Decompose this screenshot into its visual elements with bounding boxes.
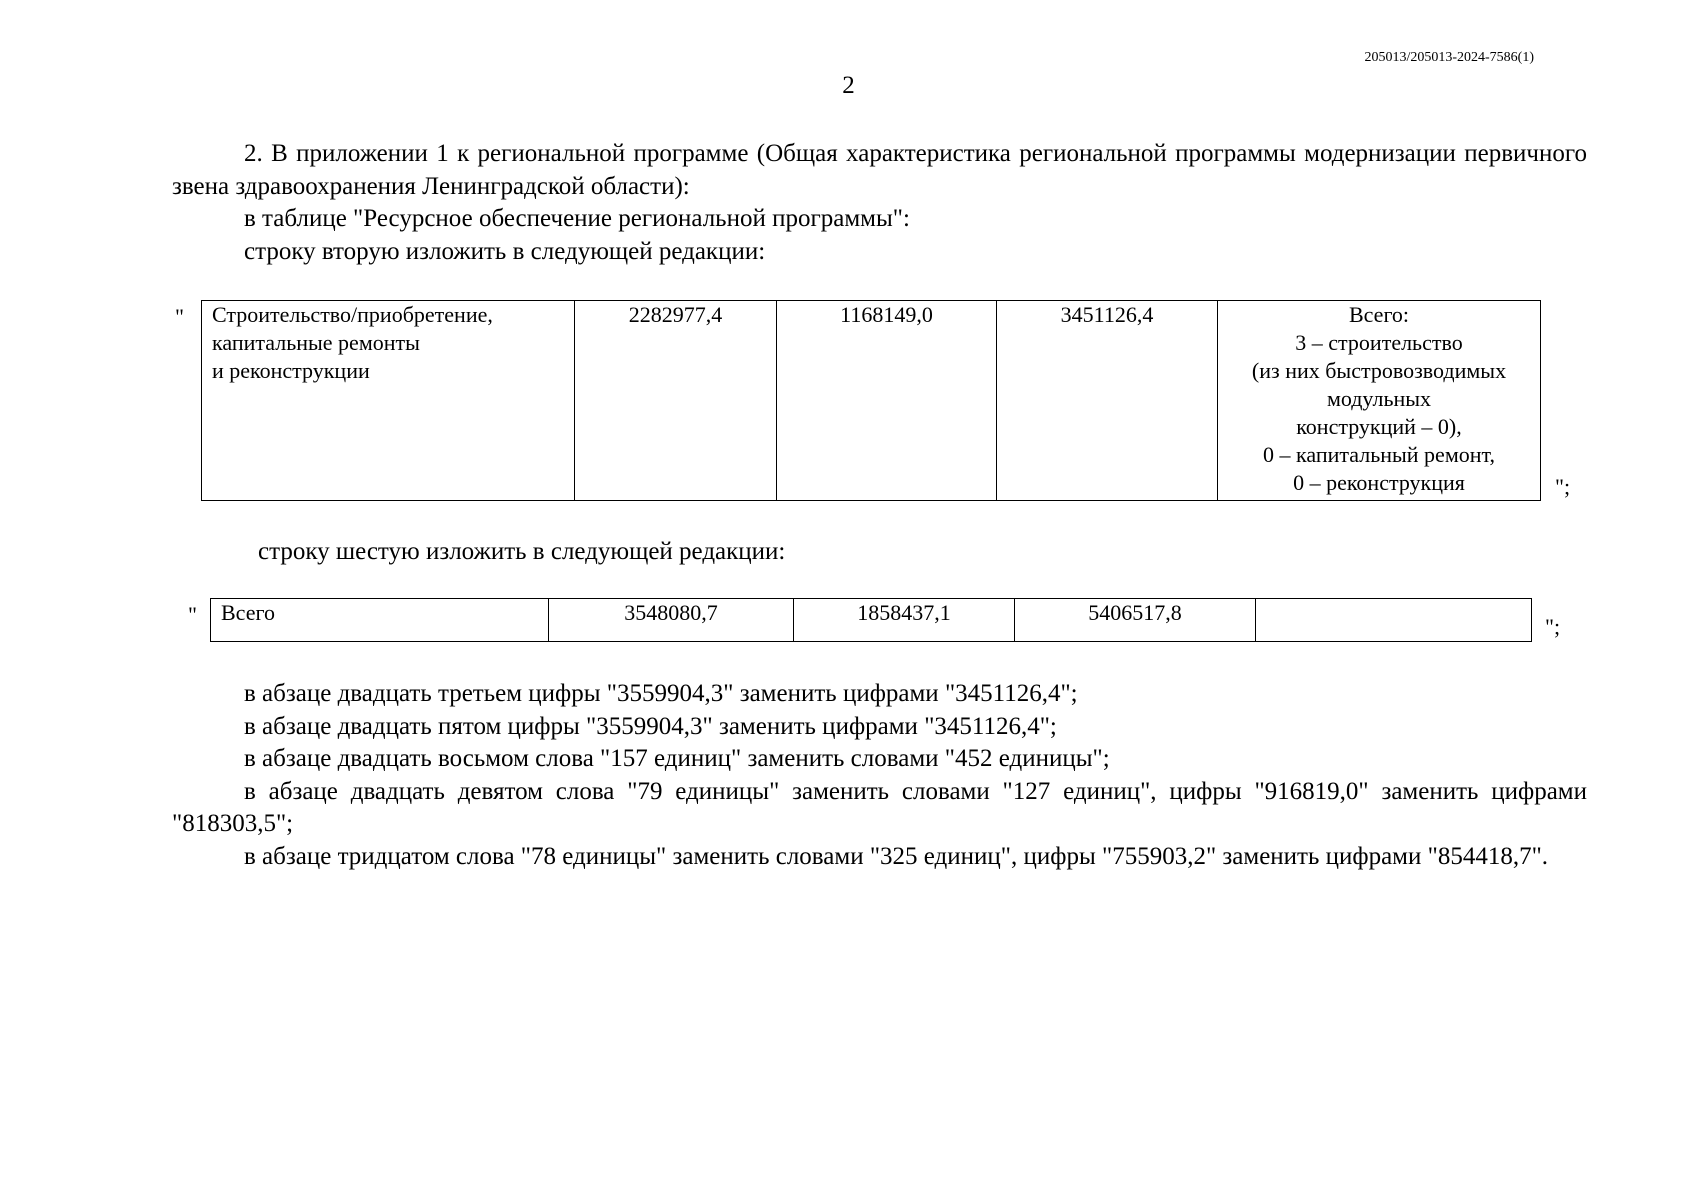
table1-note-line: (из них быстровозводимых [1251, 358, 1507, 383]
closing-paragraph-3: в абзаце двадцать восьмом слова "157 единиц" заменить словами "452 единицы"; [244, 745, 1110, 772]
closing-paragraph-2: в абзаце двадцать пятом цифры "3559904,3" заменить цифрами "3451126,4"; [244, 712, 1057, 740]
table1-note-line: конструкций – 0), [1296, 414, 1462, 439]
table1-value-1: 2282977,4 [575, 301, 777, 501]
table1-note-line: 0 – реконструкция [1293, 470, 1465, 495]
table1-value-3: 3451126,4 [997, 301, 1218, 501]
table2-open-quote: " [188, 602, 197, 627]
table1-close-quote: "; [1555, 474, 1571, 499]
table2-label-cell: Всего [211, 599, 549, 642]
table1-value-2: 1168149,0 [777, 301, 997, 501]
middle-section [258, 536, 1458, 569]
table1-label-cell [202, 301, 575, 501]
table1-label-line: капитальные ремонты [212, 330, 420, 355]
table1-note-cell [1218, 301, 1541, 501]
intro-paragraph-2: в таблице "Ресурсное обеспечение региональной программы": [244, 205, 910, 232]
table2-value-1: 3548080,7 [549, 599, 794, 642]
table1 [201, 300, 1541, 501]
table1-note-line: Всего: [1348, 302, 1410, 327]
page-number: 2 [842, 72, 855, 99]
table1-open-quote: " [175, 304, 184, 329]
closing-paragraph-1: в абзаце двадцать третьем цифры "3559904,3" заменить цифрами "3451126,4"; [244, 680, 1078, 707]
intro-paragraph-1: 2. В приложении 1 к региональной программе (Общая характеристика региональной программы модернизации первичного звена здравоохранения Ленинградской области): [172, 140, 1587, 200]
table1-note-line: 0 – капитальный ремонт, [1263, 442, 1495, 467]
table2-value-2: 1858437,1 [794, 599, 1015, 642]
table-row [202, 301, 1541, 501]
intro-paragraph-3: строку вторую изложить в следующей редакции: [244, 237, 766, 265]
intro-section [172, 138, 1587, 268]
table1-note-line: модульных [1326, 386, 1432, 411]
table2 [210, 598, 1532, 642]
table1-label-line: Строительство/приобретение, [212, 302, 493, 327]
table2-close-quote: "; [1545, 614, 1561, 639]
table2-value-3: 5406517,8 [1015, 599, 1256, 642]
table-row [211, 599, 1532, 642]
closing-section [172, 678, 1587, 873]
document-id: 205013/205013-2024-7586(1) [1364, 50, 1534, 65]
table1-note-line: 3 – строительство [1295, 330, 1463, 355]
closing-paragraph-4: в абзаце двадцать девятом слова "79 единицы" заменить словами "127 единиц", цифры "916819,0" заменить цифрами "818303,5"; [172, 777, 1587, 837]
closing-paragraph-5: в абзаце тридцатом слова "78 единицы" заменить словами "325 единиц", цифры "755903,2" заменить цифрами "854418,7". [244, 842, 1549, 870]
table1-label-line: и реконструкции [212, 358, 370, 383]
middle-paragraph: строку шестую изложить в следующей редакции: [258, 538, 786, 565]
table2-value-4 [1256, 599, 1532, 642]
